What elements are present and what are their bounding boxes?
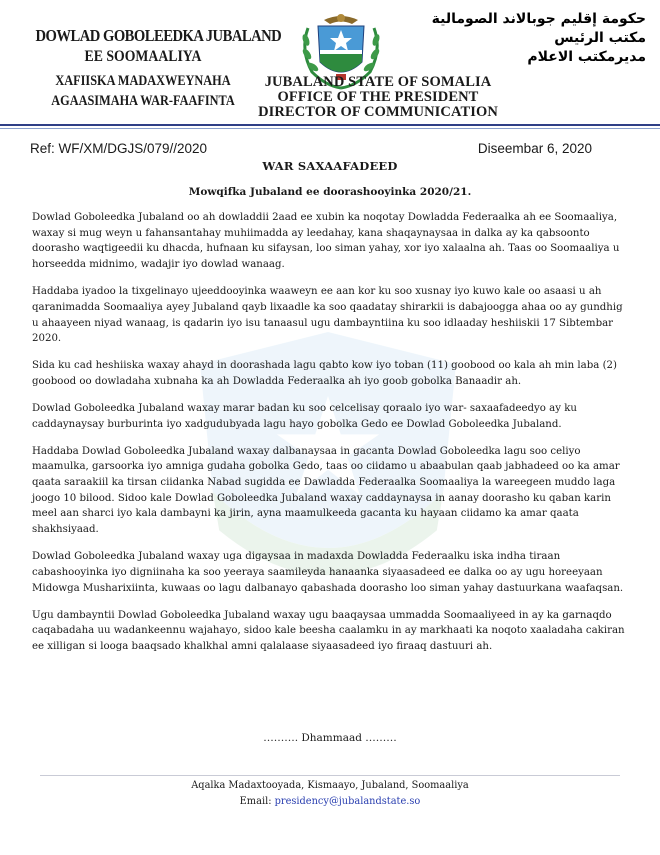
header-somali-line-4: AGAASIMAHA WAR-FAAFINTA: [51, 93, 235, 109]
document-title: WAR SAXAAFADEED: [262, 159, 398, 173]
paragraph: Sida ku cad heshiiska waxay ahayd in doorashada lagu qabto kow iyo toban (11) goobood oo kala ah min laba (2) goobood oo dowladaha xubnaha ka ah Dowladda Federaalka ah iyo goob gobolka Banaadir ah.: [32, 360, 618, 387]
footer-email-label: Email:: [239, 796, 275, 807]
footer-address: Aqalka Madaxtooyada, Kismaayo, Jubaland, Soomaaliya: [191, 780, 469, 791]
header-somali-block: [18, 26, 282, 111]
header-arabic-line-1: حكومة إقليم جوبالاند الصومالية: [431, 11, 646, 27]
header-somali-line-2: EE SOOMAALIYA: [84, 48, 202, 65]
header-arabic-line-2: مكتب الرئيس: [554, 30, 646, 46]
paragraph: Ugu dambayntii Dowlad Goboleedka Jubaland waxay ugu baaqaysaa ummadda Soomaaliyeed in ay ka garnaqdo caqabadaha uu wadankeennu wajahayo, sidoo kale beesha caalamku in ay markhaati ka noqoto xaaladaha cakiran ee xilligan si looga baaqsado khalkhal amni qalalaase siyaasadeed iyo firaaq dastuuri ah.: [32, 609, 625, 652]
document-date: Diseembar 6, 2020: [477, 141, 592, 156]
closing-marker: ………. Dhammaad ………: [263, 732, 397, 744]
header-english-line-1: JUBALAND STATE OF SOMALIA: [264, 74, 492, 90]
header-english-line-2: OFFICE OF THE PRESIDENT: [277, 89, 479, 105]
header-divider: [0, 124, 660, 126]
footer-email-link[interactable]: presidency@jubalandstate.so: [274, 796, 421, 807]
header-arabic-block: [406, 10, 646, 67]
document-subtitle: Mowqifka Jubaland ee doorashooyinka 2020/21.: [188, 186, 472, 198]
footer-email-line: [0, 796, 660, 807]
paragraph: Dowlad Goboleedka Jubaland waxay uga digaysaa in madaxda Dowladda Federaalku iska indha tiraan cabashooyinka iyo digniinaha ka soo yeeraya saamileyda hanaanka siyaasadeed ee dalka oo ay ugu horeeyaan Midowga Musharixiinta, kuwaas oo lagu dalbanayo qabashada doorasho loo siman yahay dastuurkana waafaqsan.: [32, 551, 624, 594]
header-english-line-3: DIRECTOR OF COMMUNICATION: [258, 104, 498, 120]
header-somali-line-1: DOWLAD GOBOLEEDKA JUBALAND: [35, 26, 282, 45]
paragraph: Haddaba iyadoo la tixgelinayo ujeeddooyinka waaweyn ee aan kor ku soo xusnay iyo kuwo kale oo asaasi u ah qaranimadda Soomaaliya ayey Jubaland qayb lixaadle ka soo qaadatay shirarkii is dabajoogga ahaa oo ay gundhig u ahaayeen niyad wanaag, is qadarin iyo isu tanaasul ugu dambayntiina ku soo idlaaday heshiiskii 17 Sibtembar 2020.: [32, 286, 623, 345]
paragraph: Dowlad Goboleedka Jubaland oo ah dowladdii 2aad ee xubin ka noqotay Dowladda Federaalka ah ee Soomaaliya, waxay si mug weyn u fahansantahay muhiimadda ay leedahay, kana shaqaynaysaa in dalka ay ka qabsoonto doorasho waqtigeedii ku dhacda, hufnaan ku sifaysan, loo siman yahay, xor iyo xalaalna ah. Taas oo Soomaaliya u horseedda midnimo, wadajir iyo dowlad wanaag.: [32, 212, 620, 271]
header-arabic-line-3: مديرمكتب الاعلام: [527, 49, 646, 65]
reference-number: Ref: WF/XM/DGJS/079//2020: [30, 141, 208, 156]
paragraph: Dowlad Goboleedka Jubaland waxay marar badan ku soo celcelisay qoraalo iyo war- saxaafadeedyo ay ku caddaynaysay burburinta iyo xadgudubyada lagu hayo gobolka Gedo ee Dowlad Goboleedka Jubaland.: [32, 402, 577, 430]
footer-divider: [40, 775, 620, 776]
header-english-block: [248, 75, 508, 120]
document-body: [32, 210, 628, 666]
paragraph: Haddaba Dowlad Goboleedka Jubaland waxay dalbanaysaa in gacanta Dowlad Goboleedka lagu soo celiyo maamulka, garsoorka iyo amniga gudaha gobolka Gedo, taas oo ciidamo u abaabulan qaab jabhadeed oo ka amar qaata saraakiil ka tirsan ciidanka Nabad sugidda ee Dawladda Federaalka Soomaaliya la wareegeen muddo laga joogo 10 bilood. Sidoo kale Dowlad Goboleedka Jubaland waxay caddaynaysa in aanay doorasho ku qaban karin meel aan sharci iyo kala dambayni ka jirin, ayna maamulkeeda gacanta ku hayaan ciidamo ka amar qaata shakhsiyaad.: [32, 445, 620, 536]
header-somali-line-3: XAFIISKA MADAXWEYNAHA: [55, 73, 231, 89]
header-divider-thin: [0, 128, 660, 129]
